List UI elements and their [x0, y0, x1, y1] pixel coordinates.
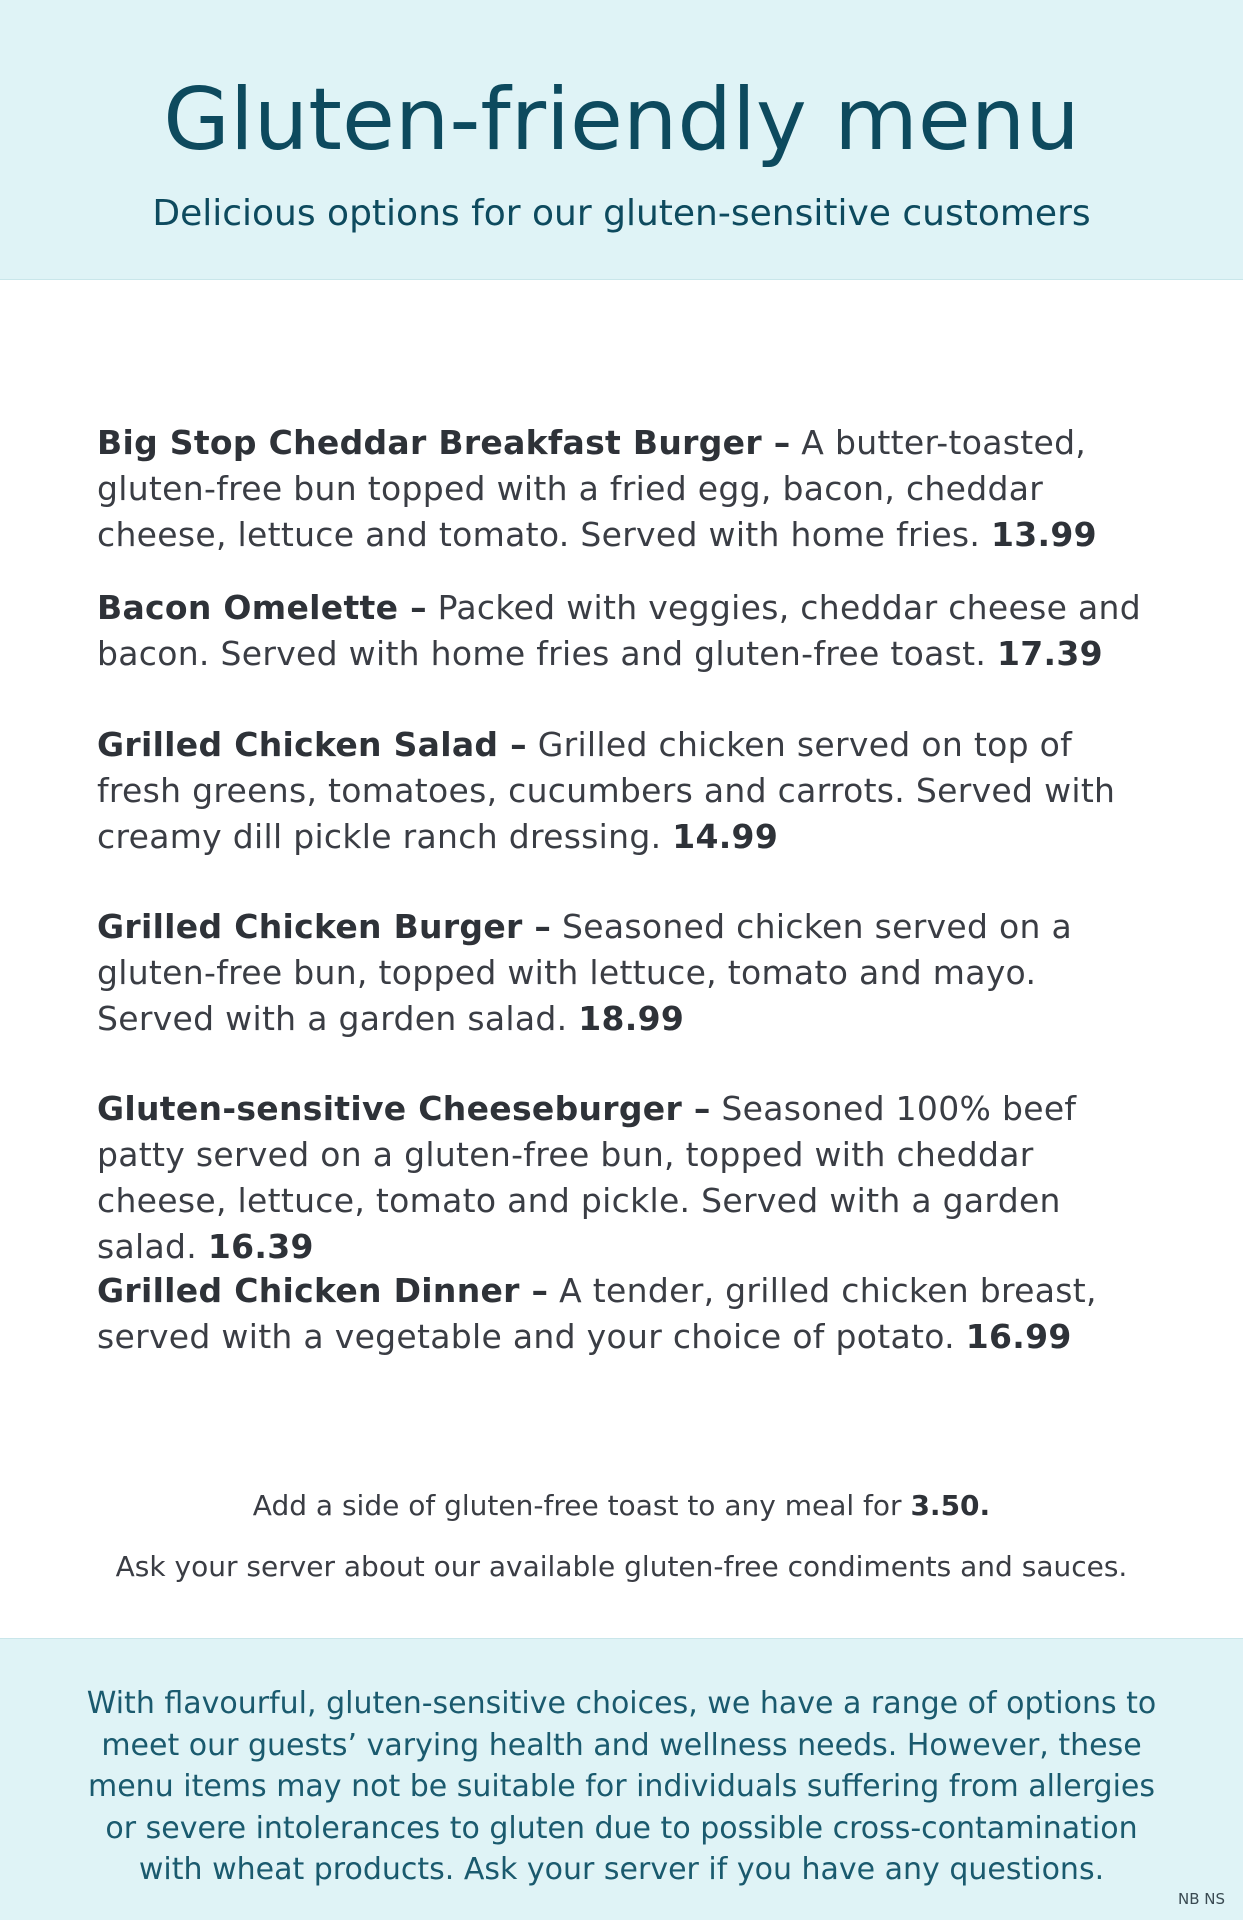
menu-item-name: Grilled Chicken Salad – [97, 725, 527, 764]
menu-item-name: Grilled Chicken Burger – [97, 907, 552, 946]
menu-item-description: Packed with veggies, cheddar cheese and bacon. Served with home fries and gluten-free toast. [97, 588, 1141, 673]
toast-note-price: 3.50. [910, 1489, 991, 1522]
page-title: Gluten-friendly menu [163, 70, 1080, 170]
menu-item-description: A tender, grilled chicken breast, served with a vegetable and your choice of potato. [97, 1271, 1097, 1356]
menu-item-description: A butter-toasted, gluten-free bun topped with a fried egg, bacon, cheddar cheese, lettuce and tomato. Served with home fries. [97, 423, 1087, 554]
disclaimer-band [0, 1638, 1243, 1920]
toast-note [0, 1486, 1243, 1526]
menu-item-price: 16.39 [207, 1227, 314, 1266]
menu-item-price: 13.99 [991, 515, 1097, 554]
menu-item-description: Seasoned 100% beef patty served on a gluten-free bun, topped with cheddar cheese, lettuce, tomato and pickle. Served with a garden salad. [97, 1089, 1077, 1266]
allergen-disclaimer: With flavourful, gluten-sensitive choices, we have a range of options to meet our guests’ varying health and wellness needs. However, these menu items may not be suitable for individuals suffering from allergies or severe intolerances to gluten due to possible cross-contamination with wheat products. Ask your server if you have any questions. [86, 1686, 1157, 1887]
menu-item [97, 1268, 1157, 1360]
menu-item [97, 904, 1157, 1042]
menu-item-name: Big Stop Cheddar Breakfast Burger – [97, 423, 791, 462]
menu-item [97, 585, 1157, 677]
menu-item-name: Grilled Chicken Dinner – [97, 1271, 549, 1310]
menu-header [0, 0, 1243, 280]
menu-item-description: Seasoned chicken served on a gluten-free bun, topped with lettuce, tomato and mayo. Served with a garden salad. [97, 907, 1073, 1038]
menu-item [97, 1086, 1157, 1270]
menu-item-name: Gluten-sensitive Cheeseburger – [97, 1089, 711, 1128]
menu-item-description: Grilled chicken served on top of fresh greens, tomatoes, cucumbers and carrots. Served with creamy dill pickle ranch dressing. [97, 725, 1116, 856]
page-subtitle: Delicious options for our gluten-sensitive customers [152, 193, 1091, 234]
menu-item-name: Bacon Omelette – [97, 588, 427, 627]
region-code: NB NS [1177, 1890, 1225, 1908]
menu-item [97, 722, 1157, 860]
menu-item-price: 18.99 [578, 999, 685, 1038]
menu-item-price: 14.99 [672, 817, 779, 856]
menu-item [97, 420, 1157, 558]
menu-item-price: 17.39 [996, 634, 1103, 673]
menu-item-price: 16.99 [965, 1317, 1072, 1356]
toast-note-text: Add a side of gluten-free toast to any meal for [252, 1489, 911, 1522]
condiments-note: Ask your server about our available gluten-free condiments and sauces. [115, 1550, 1128, 1583]
